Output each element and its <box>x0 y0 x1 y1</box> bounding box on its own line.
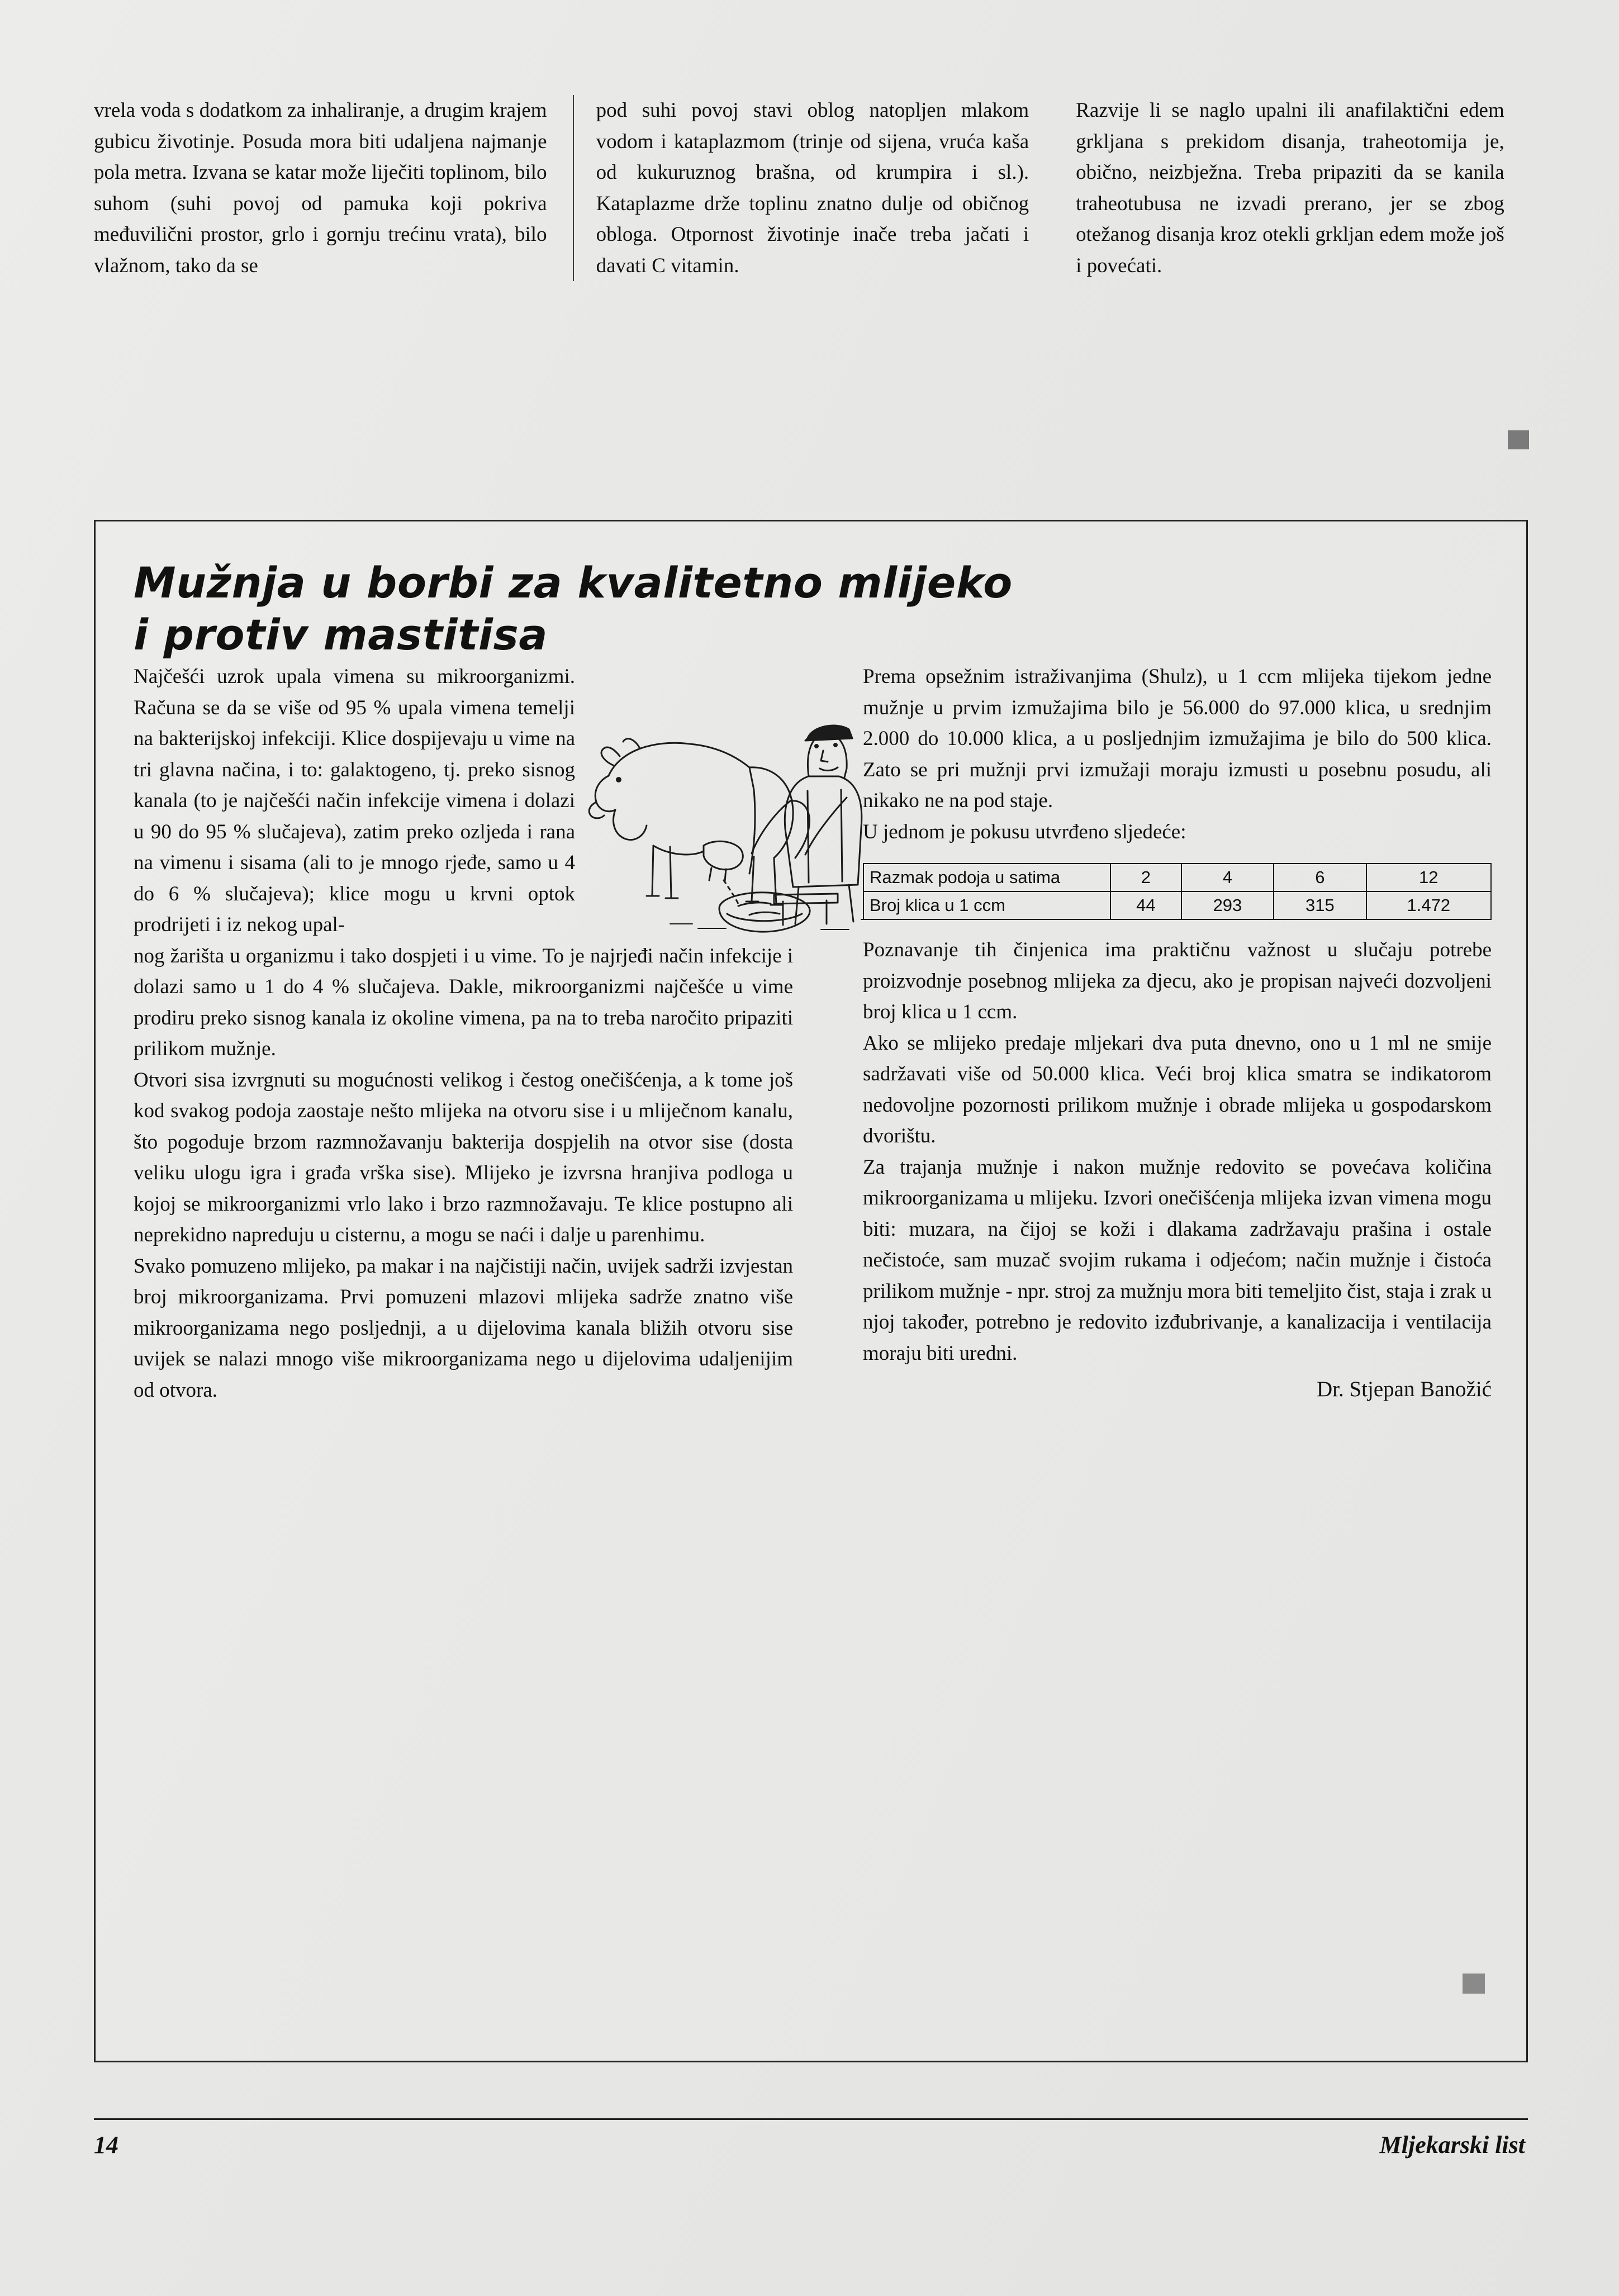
top-columns <box>94 95 1530 281</box>
article-left-para-2: Otvori sisa izvrgnuti su mogućnosti velikog i čestog onečišćenja, a k tome još kod svakog podoja zaostaje nešto mlijeka na otvoru sise i u mliječnom kanalu, što pogoduje brzom razmnožavanju bakterija dospjelih na otvor sise (dosta veliku ulogu igra i građa vrška sise). Mlijeko je izvrsna hranjiva podloga u kojoj se mikroorganizmi vrlo lako i brzo razmnožavaju. Te klice postupno ali neprekidno napreduju u cisternu, a mogu se naći i dalje u parenhimu. <box>134 1068 793 1246</box>
top-column-2-text: pod suhi povoj stavi oblog natopljen mlakom vodom i kataplazmom (trinje od sijena, vruća kaša od kukuruznog brašna, od krumpira i sl.). Kataplazme drže toplinu znatno dulje od običnog obloga. Otpornost životinje inače treba jačati i davati C vitamin. <box>596 99 1029 277</box>
table-header-1: 4 <box>1181 864 1274 891</box>
article-left-para-1-wide: nog žarišta u organizmu i tako dospjeti i u vime. To je najrjeđi način infekcije i dolazi samo u 1 do 4 % slučajeva. Dakle, mikroorganizmi najčešće u vime prodiru preko sisnog kanala iz okoline vimena, pa na to treba naročito pripaziti prilikom mužnje. <box>134 944 793 1060</box>
table-cell-0: 44 <box>1110 891 1181 919</box>
table-header-0: 2 <box>1110 864 1181 891</box>
article-byline: Dr. Stjepan Banožić <box>1316 1377 1492 1401</box>
klice-table <box>863 863 1492 920</box>
top-column-3 <box>1051 95 1530 281</box>
top-column-3-text: Razvije li se naglo upalni ili anafilaktični edem grkljana s prekidom disanja, traheotomija je, obično, neizbježna. Treba pripaziti da se kanila traheotubusa ne izvadi prerano, jer se zbog otežanog disanja kroz otekli grkljan edem može još i povećati. <box>1076 99 1504 277</box>
top-column-1-text: vrela voda s dodatkom za inhaliranje, a drugim krajem gubicu životinje. Posuda mora biti udaljena najmanje pola metra. Izvana se katar može liječiti toplinom, bilo suhom (suhi povoj od pamuka koji pokriva međuvilični prostor, grlo i gornju trećinu vrata), bilo vlažnom, tako da se <box>94 99 547 277</box>
article-right-para-1: Prema opsežnim istraživanjima (Shulz), u 1 ccm mlijeka tijekom jedne mužnje u prvim izmužajima bilo je 56.000 do 97.000 klica, u srednjim 2.000 do 10.000 klica, a u posljednjim izmužajima je bilo do 500 klica. Zato se pri mužnji prvi izmužaji moraju izmusti u posebnu posudu, ali nikako ne na pod staje. <box>863 665 1492 812</box>
table-header-3: 12 <box>1366 864 1491 891</box>
top-column-1 <box>94 95 573 281</box>
table-row <box>863 864 1491 891</box>
table-row-label-0: Razmak podoja u satima <box>863 864 1110 891</box>
article-left-column <box>134 661 793 1406</box>
article-right-column-top <box>863 661 1492 847</box>
footer-divider <box>94 2118 1528 2120</box>
article-right-para-4: Ako se mlijeko predaje mljekari dva puta dnevno, ono u 1 ml ne smije sadržavati više od 50.000 klica. Veći broj klica smatra se indikatorom nedovoljne pozornosti prilikom mužnje i obrade mlijeka u gospodarskom dvorištu. <box>863 1031 1492 1147</box>
article-right-para-3: Poznavanje tih činjenica ima praktičnu važnost u slučaju potrebe proizvodnje posebnog mlijeka za djecu, ako je propisan najveći dozvoljeni broj klica u 1 ccm. <box>863 938 1492 1023</box>
article-container <box>94 520 1528 2062</box>
table-row <box>863 891 1491 919</box>
table-cell-2: 315 <box>1274 891 1366 919</box>
article-title-line-2: i protiv mastitisa <box>134 609 548 660</box>
magazine-masthead: Mljekarski list <box>1379 2131 1525 2159</box>
end-of-article-mark <box>1508 430 1529 449</box>
article-title-line-1: Mužnja u borbi za kvalitetno mlijeko <box>134 558 1013 608</box>
article-left-para-3: Svako pomuzeno mlijeko, pa makar i na najčistiji način, uvijek sadrži izvjestan broj mikroorganizama. Prvi pomuzeni mlazovi mlijeka sadrže znatno više mikroorganizama nego posljednji, a u dijelovima kanala bližih otvoru sise uvijek se nalazi mnogo više mikroorganizama nego u dijelovima udaljenijim od otvora. <box>134 1254 793 1402</box>
article-title <box>134 557 1195 661</box>
table-row-label-1: Broj klica u 1 ccm <box>863 891 1110 919</box>
article-right-column-bottom <box>863 934 1492 1406</box>
article-right-para-2: U jednom je pokusu utvrđeno sljedeće: <box>863 820 1186 843</box>
top-column-2 <box>573 95 1052 281</box>
page-number: 14 <box>94 2131 118 2159</box>
table-header-2: 6 <box>1274 864 1366 891</box>
table-cell-1: 293 <box>1181 891 1274 919</box>
article-right-para-5: Za trajanja mužnje i nakon mužnje redovito se povećava količina mikroorganizama u mlijeku. Izvori onečišćenja mlijeka izvan vimena mogu biti: muzara, na čijoj se koži i dlakama zadržavaju prašina i ostale nečistoće, sam muzač svojim rukama i odjećom; način mužnje i čistoća prilikom mužnje - npr. stroj za mužnju mora biti temeljito čist, staja i zrak u njoj također, potrebno je redovito izđubrivanje, a kanalizacija i ventilacija moraju biti uredni. <box>863 1155 1492 1365</box>
article-end-mark <box>1463 1974 1485 1994</box>
table-cell-3: 1.472 <box>1366 891 1491 919</box>
article-left-para-1-narrow: Najčešći uzrok upala vimena su mikroorganizmi. Računa se da se više od 95 % upala vimena temelji na bakterijskoj infekciji. Klice dospijevaju u vime na tri glavna načina, i to: galaktogeno, tj. preko sisnog kanala (to je najčešći način infekcije vimena i dolazi u 90 do 95 % slučajeva), zatim preko ozljeda i rana na vimenu i sisama (ali to je mnogo rjeđe, samo u 4 do 6 % slučajeva); klice mogu u krvni optok prodrijeti i iz nekog upal- <box>134 665 575 936</box>
